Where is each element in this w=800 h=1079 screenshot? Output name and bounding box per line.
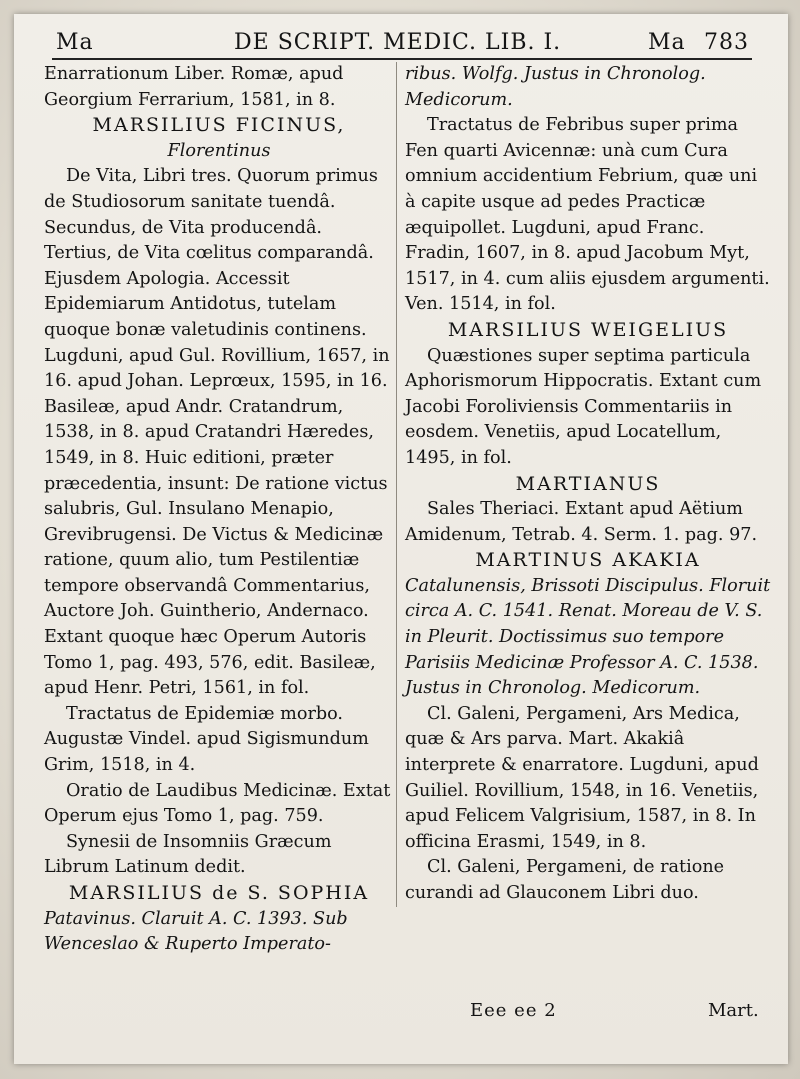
- running-title: DE SCRIPT. MEDIC. LIB. I.: [234, 30, 562, 55]
- catchword: Mart.: [708, 1000, 759, 1021]
- entry-paragraph: Enarrationum Liber. Romæ, apud Georgium Ferrarium, 1581, in 8.: [44, 64, 344, 110]
- entry-subtitle: Florentinus: [167, 140, 271, 161]
- running-head-left: Ma: [56, 30, 94, 55]
- entry-paragraph: Quæstiones super septima particula Aphorismorum Hippocratis. Extant cum Jacobi Foroliviensis Commentariis in eosdem. Venetiis, apud Locatellum, 1495, in fol.: [405, 345, 762, 468]
- signature-mark: Eee ee 2: [470, 1000, 557, 1021]
- left-column: [44, 62, 394, 958]
- entry-paragraph: Sales Theriaci. Extant apud Aëtium Amidenum, Tetrab. 4. Serm. 1. pag. 97.: [405, 499, 758, 545]
- entry-heading: MARTIANUS: [515, 472, 661, 495]
- entry-paragraph: Cl. Galeni, Pergameni, Ars Medica, quæ & Ars parva. Mart. Akakiâ interprete & enarratore. Lugduni, apud Guiliel. Rovillium, 1548, in 16. Venetiis, apud Felicem Valgrisium, 1587, in 8. In officina Erasmi, 1549, in 8.: [405, 703, 759, 852]
- entry-paragraph: De Vita, Libri tres. Quorum primus de Studiosorum sanitate tuendâ. Secundus, de Vita producendâ. Tertius, de Vita cœlitus comparandâ. Ejusdem Apologia. Accessit Epidemiarum Antidotus, tutelam quoque bonæ valetudinis continens. Lugduni, apud Gul. Rovillium, 1657, in 16. apud Johan. Leprœux, 1595, in 16. Basileæ, apud Andr. Cratandrum, 1538, in 8. apud Cratandri Hæredes, 1549, in 8. Huic editioni, præter præcedentia, insunt: De ratione victus salubris, Gul. Insulano Menapio, Grevibrugensi. De Victus & Medicinæ ratione, quum alio, tum Pestilentiæ tempore observandâ Commentarius, Auctore Joh. Guintherio, Andernaco. Extant quoque hæc Operum Autoris Tomo 1, pag. 493, 576, edit. Basileæ, apud Henr. Petri, 1561, in fol.: [44, 166, 390, 699]
- entry-note: Patavinus. Claruit A. C. 1393. Sub Wenceslao & Ruperto Imperato-: [44, 908, 348, 955]
- running-head-right: Ma: [648, 30, 686, 55]
- entry-note: Catalunensis, Brissoti Discipulus. Floruit circa A. C. 1541. Renat. Moreau de V. S. in Pleurit. Doctissimus suo tempore Parisiis Medicinæ Professor A. C. 1538. Justus in Chronolog. Medicorum.: [405, 575, 771, 699]
- entry-note: ribus. Wolfg. Justus in Chronolog. Medicorum.: [405, 64, 706, 110]
- entry-paragraph: Tractatus de Febribus super prima Fen quarti Avicennæ: unà cum Cura omnium accidentium Febrium, quæ uni à capite usque ad pedes Practicæ æquipollet. Lugduni, apud Franc. Fradin, 1607, in 8. apud Jacobum Myt, 1517, in 4. cum aliis ejusdem argumenti. Ven. 1514, in fol.: [405, 115, 770, 315]
- entry-heading: MARSILIUS WEIGELIUS: [447, 318, 729, 341]
- right-column: [396, 62, 771, 907]
- entry-paragraph: Tractatus de Epidemiæ morbo. Augustæ Vindel. apud Sigismundum Grim, 1518, in 4.: [44, 703, 369, 776]
- header-rule: [52, 58, 752, 60]
- entry-paragraph: Oratio de Laudibus Medicinæ. Extat Operum ejus Tomo 1, pag. 759.: [44, 780, 391, 827]
- entry-heading: MARSILIUS FICINUS,: [92, 114, 346, 137]
- entry-heading: MARTINUS AKAKIA: [475, 549, 701, 572]
- page-number: 783: [704, 30, 749, 55]
- entry-paragraph: Synesii de Insomniis Græcum Librum Latinum dedit.: [44, 831, 332, 878]
- entry-paragraph: Cl. Galeni, Pergameni, de ratione curandi ad Glauconem Libri duo.: [405, 857, 725, 903]
- entry-heading: MARSILIUS de S. SOPHIA: [68, 882, 370, 904]
